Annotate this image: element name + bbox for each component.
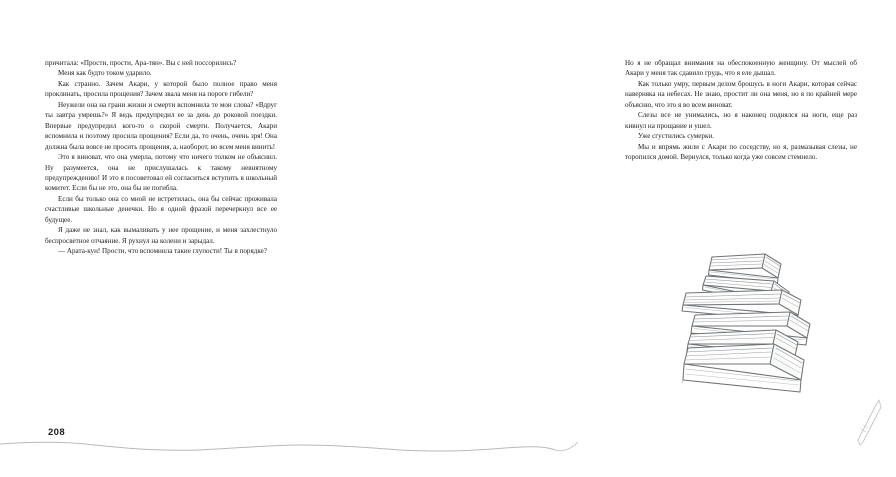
paragraph: — Арата-кун! Прости, что вспомнила такие глупости! Ты в порядке? [58, 247, 267, 256]
paragraph: причитала: «Прости, прости, Ара-тян». Вы с ней поссорились? [45, 59, 237, 67]
page-number: 208 [48, 427, 66, 438]
paragraph: Если бы только она со мной не встретилась, она бы сейчас проживала счастливые школьные денечки. Но я одной фразой перечеркнул все ее будущее. [45, 194, 277, 224]
paragraph: Я даже не знал, как вымаливать у нее прощение, и меня захлестнуло беспросветное отчаяние. Я рухнул на колени и зарыдал. [45, 226, 277, 245]
paragraph: Как только умру, первым делом брошусь в ноги Акари, которая сейчас наверняка на небесах. Не знаю, простит ли она меня, но я по крайней мере объясню, что это я во всем виноват. [625, 79, 857, 109]
paragraph: Как странно. Зачем Акари, у которой было полное право меня проклинать, просила прощения? Зачем звала меня на пороге гибели? [45, 79, 277, 99]
stack-of-books-sketch-icon [670, 252, 822, 398]
right-page [300, 0, 857, 477]
paragraph: Меня как будто током ударило. [58, 69, 152, 78]
paragraph: Это я виноват, что она умерла, потому что ничего толком не объяснил. Ну разумеется, она не прислушалась к такому невнятному предупреждению! И это я посоветовал ей согласиться вступить в школьный комитет. Если бы не это, она бы не погибла. [45, 153, 277, 193]
paragraph: Слезы все не унимались, но я наконец поднялся на ноги, еще раз кивнул на прощание и ушел. [625, 111, 857, 130]
left-page-text-column [45, 58, 277, 257]
paragraph: Но я не обращал внимания на обеспокоенную женщину. От мыслей об Акари у меня так сдавило грудь, что я еле дышал. [625, 59, 857, 78]
paragraph: Мы и впрямь жили с Акари по соседству, но я, размазывая слезы, не торопился домой. Вернулся, только когда уже совсем стемнело. [625, 142, 857, 162]
paragraph: Уже сгустились сумерки. [638, 132, 714, 141]
left-page [0, 0, 300, 477]
pen-sketch-icon [812, 396, 896, 462]
paragraph: Неужели она на грани жизни и смерти вспомнила те мои слова? «Вдруг ты завтра умрешь?» Я ведь предупредил ее за день до роковой поездки. Впервые предупредил кого-то о скорой смерти. Получается, Акари вспомнила и поэтому просила прощения? Если да, то очень, очень зря! Она должна была вовсе не просить прощения, а, наоборот, во всем меня винить! [45, 100, 277, 151]
right-page-text-column [625, 58, 857, 163]
